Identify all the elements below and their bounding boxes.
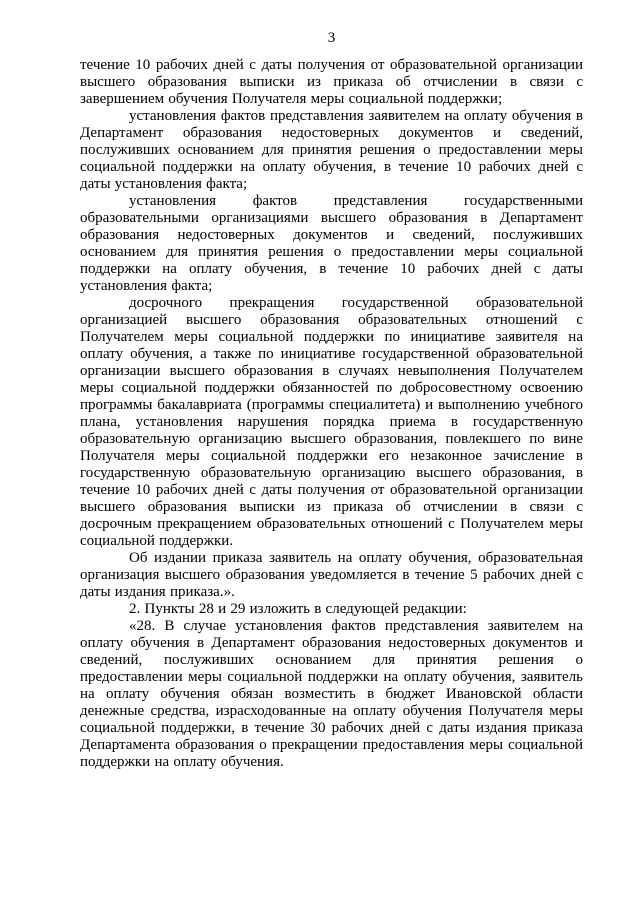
paragraph-clause-28: «28. В случае установления фактов представления заявителем на оплату обучения в Департамент образования недостоверных документов и сведений, послуживших основанием для принятия решения о предоставлении меры социальной поддержки на оплату обучения, заявитель на оплату обучения обязан возместить в бюджет Ивановской области денежные средства, израсходованные на оплату обучения Получателя меры социальной поддержки, в течение 30 рабочих дней с даты издания приказа Департамента образования о прекращении предоставления меры социальной поддержки на оплату обучения. <box>80 618 583 770</box>
paragraph-continuation: течение 10 рабочих дней с даты получения от образовательной организации высшего образования выписки из приказа об отчислении в связи с завершением обучения Получателя меры социальной поддержки; <box>80 57 583 107</box>
paragraph-item-2: 2. Пункты 28 и 29 изложить в следующей редакции: <box>129 601 467 617</box>
document-body <box>80 57 583 771</box>
paragraph-facts-state-orgs: установления фактов представления государственными образовательными организациями высшего образования в Департамент образования недостоверных документов и сведений, послуживших основанием для принятия решения о предоставлении меры социальной поддержки на оплату обучения, в течение 10 рабочих дней с даты установления факта; <box>80 193 583 294</box>
page-number: 3 <box>327 30 336 46</box>
paragraph-order-notification: Об издании приказа заявитель на оплату обучения, образовательная организация высшего образования уведомляется в течение 5 рабочих дней с даты издания приказа.». <box>80 550 583 600</box>
paragraph-facts-applicant: установления фактов представления заявителем на оплату обучения в Департамент образования недостоверных документов и сведений, послуживших основанием для принятия решения о предоставлении меры социальной поддержки на оплату обучения, в течение 10 рабочих дней с даты установления факта; <box>80 108 583 192</box>
paragraph-early-termination: досрочного прекращения государственной образовательной организацией высшего образования образовательных отношений с Получателем меры социальной поддержки по инициативе заявителя на оплату обучения, а также по инициативе государственной образовательной организации высшего образования в случаях невыполнения Получателем меры социальной поддержки обязанностей по добросовестному освоению программы бакалавриата (программы специалитета) и выполнению учебного плана, установления нарушения порядка приема в государственную образовательную организацию высшего образования, повлекшего по вине Получателя меры социальной поддержки его незаконное зачисление в государственную образовательную организацию высшего образования, в течение 10 рабочих дней с даты получения от образовательной организации высшего образования выписки из приказа об отчислении в связи с досрочным прекращением образовательных отношений с Получателем меры социальной поддержки. <box>80 295 583 549</box>
